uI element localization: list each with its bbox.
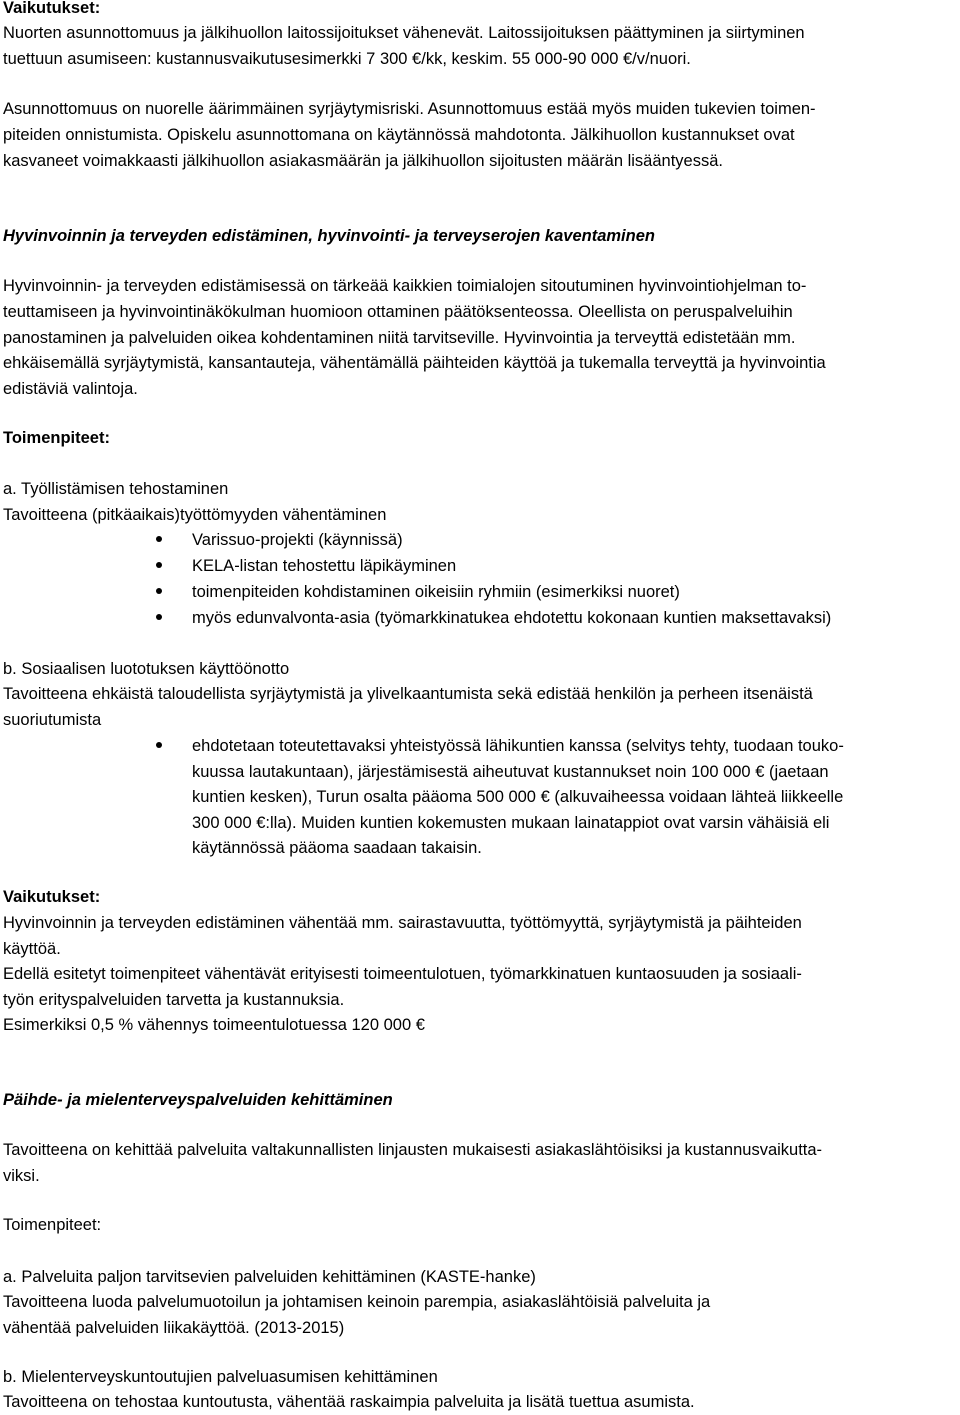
section-title: Päihde- ja mielenterveyspalveluiden kehittäminen <box>3 1091 393 1109</box>
measure-title: b. Mielenterveyskuntoutujien palveluasumisen kehittäminen <box>3 1368 438 1386</box>
measure-title: a. Palveluita paljon tarvitsevien palveluiden kehittäminen (KASTE-hanke) <box>3 1268 536 1286</box>
list-item-continuation: kuntien kesken), Turun osalta pääoma 500 000 € (alkuvaiheessa voidaan lähteä liikkeelle <box>192 788 844 806</box>
text-line: käyttöä. <box>3 940 61 958</box>
bullet-icon <box>156 562 162 568</box>
list-item-continuation: kuussa lautakuntaan), järjestämisestä aiheutuvat kustannukset noin 100 000 € (jaetaan <box>192 763 829 781</box>
text-line: Hyvinvoinnin ja terveyden edistäminen vähentää mm. sairastavuutta, työttömyyttä, syrjäytymistä ja päihteiden <box>3 914 802 932</box>
measure-title: b. Sosiaalisen luototuksen käyttöönotto <box>3 660 290 678</box>
measures-heading: Toimenpiteet: <box>3 429 110 447</box>
measure-title: a. Työllistämisen tehostaminen <box>3 480 229 498</box>
text-line: Tavoitteena on kehittää palveluita valtakunnallisten linjausten mukaisesti asiakaslähtöisiksi ja kustannusvaikutta- <box>3 1141 823 1159</box>
text-line: Asunnottomuus on nuorelle äärimmäinen syrjäytymisriski. Asunnottomuus estää myös muiden tukevien toimen- <box>3 100 816 118</box>
text-line: tuettuun asumiseen: kustannusvaikutusesimerkki 7 300 €/kk, keskim. 55 000-90 000 €/v/nuori. <box>3 50 691 68</box>
measure-goal: Tavoitteena on tehostaa kuntoutusta, vähentää raskaimpia palveluita ja lisätä tuettua asumista. <box>3 1393 695 1411</box>
text-line: Edellä esitetyt toimenpiteet vähentävät erityisesti toimeentulotuen, työmarkkinatuen kuntaosuuden ja sosiaali- <box>3 965 802 983</box>
list-item-continuation: 300 000 €:lla). Muiden kuntien kokemusten mukaan lainatappiot ovat varsin vähäisiä eli <box>192 814 830 832</box>
bullet-icon <box>156 614 162 620</box>
text-line: Hyvinvoinnin- ja terveyden edistämisessä on tärkeää kaikkien toimialojen sitoutuminen hyvinvointiohjelman to- <box>3 277 807 295</box>
bullet-icon <box>156 536 162 542</box>
text-line: Nuorten asunnottomuus ja jälkihuollon laitossijoitukset vähenevät. Laitossijoituksen päättyminen ja siirtyminen <box>3 24 805 42</box>
text-line: Esimerkiksi 0,5 % vähennys toimeentulotuessa 120 000 € <box>3 1016 425 1034</box>
text-line: panostaminen ja palveluiden oikea kohdentaminen niitä tarvitseville. Hyvinvointia ja terveyttä edistetään mm. <box>3 329 796 347</box>
effects-heading: Vaikutukset: <box>3 888 101 906</box>
list-item: myös edunvalvonta-asia (työmarkkinatukea ehdotettu kokonaan kuntien maksettavaksi) <box>192 609 832 627</box>
measure-goal: Tavoitteena (pitkäaikais)työttömyyden vähentäminen <box>3 506 387 524</box>
text-line: edistäviä valintoja. <box>3 380 138 398</box>
list-item: Varissuo-projekti (käynnissä) <box>192 531 403 549</box>
measure-goal: Tavoitteena luoda palvelumuotoilun ja johtamisen keinoin parempia, asiakaslähtöisiä palveluita ja <box>3 1293 711 1311</box>
effects-heading: Vaikutukset: <box>3 0 101 17</box>
list-item: toimenpiteiden kohdistaminen oikeisiin ryhmiin (esimerkiksi nuoret) <box>192 583 680 601</box>
text-line: työn erityspalveluiden tarvetta ja kustannuksia. <box>3 991 345 1009</box>
measure-goal: vähentää palveluiden liikakäyttöä. (2013-2015) <box>3 1319 345 1337</box>
text-line: teuttamiseen ja hyvinvointinäkökulman huomioon ottaminen päätöksenteossa. Oleellista on peruspalveluihin <box>3 303 793 321</box>
measure-goal: suoriutumista <box>3 711 102 729</box>
text-line: kasvaneet voimakkaasti jälkihuollon asiakasmäärän ja jälkihuollon sijoitusten määrän lisääntyessä. <box>3 152 723 170</box>
list-item-continuation: käytännössä pääoma saadaan takaisin. <box>192 839 482 857</box>
bullet-icon <box>156 742 162 748</box>
measures-heading: Toimenpiteet: <box>3 1216 102 1234</box>
text-line: piteiden onnistumista. Opiskelu asunnottomana on käytännössä mahdotonta. Jälkihuollon kustannukset ovat <box>3 126 795 144</box>
bullet-icon <box>156 588 162 594</box>
text-line: ehkäisemällä syrjäytymistä, kansantauteja, vähentämällä päihteiden käyttöä ja tukemalla terveyttä ja hyvinvointia <box>3 354 826 372</box>
measure-goal: Tavoitteena ehkäistä taloudellista syrjäytymistä ja ylivelkaantumista sekä edistää henkilön ja perheen itsenäistä <box>3 685 813 703</box>
text-line: viksi. <box>3 1167 40 1185</box>
list-item: KELA-listan tehostettu läpikäyminen <box>192 557 457 575</box>
section-title: Hyvinvoinnin ja terveyden edistäminen, hyvinvointi- ja terveyserojen kaventaminen <box>3 227 655 245</box>
list-item: ehdotetaan toteutettavaksi yhteistyössä lähikuntien kanssa (selvitys tehty, tuodaan touko- <box>192 737 844 755</box>
